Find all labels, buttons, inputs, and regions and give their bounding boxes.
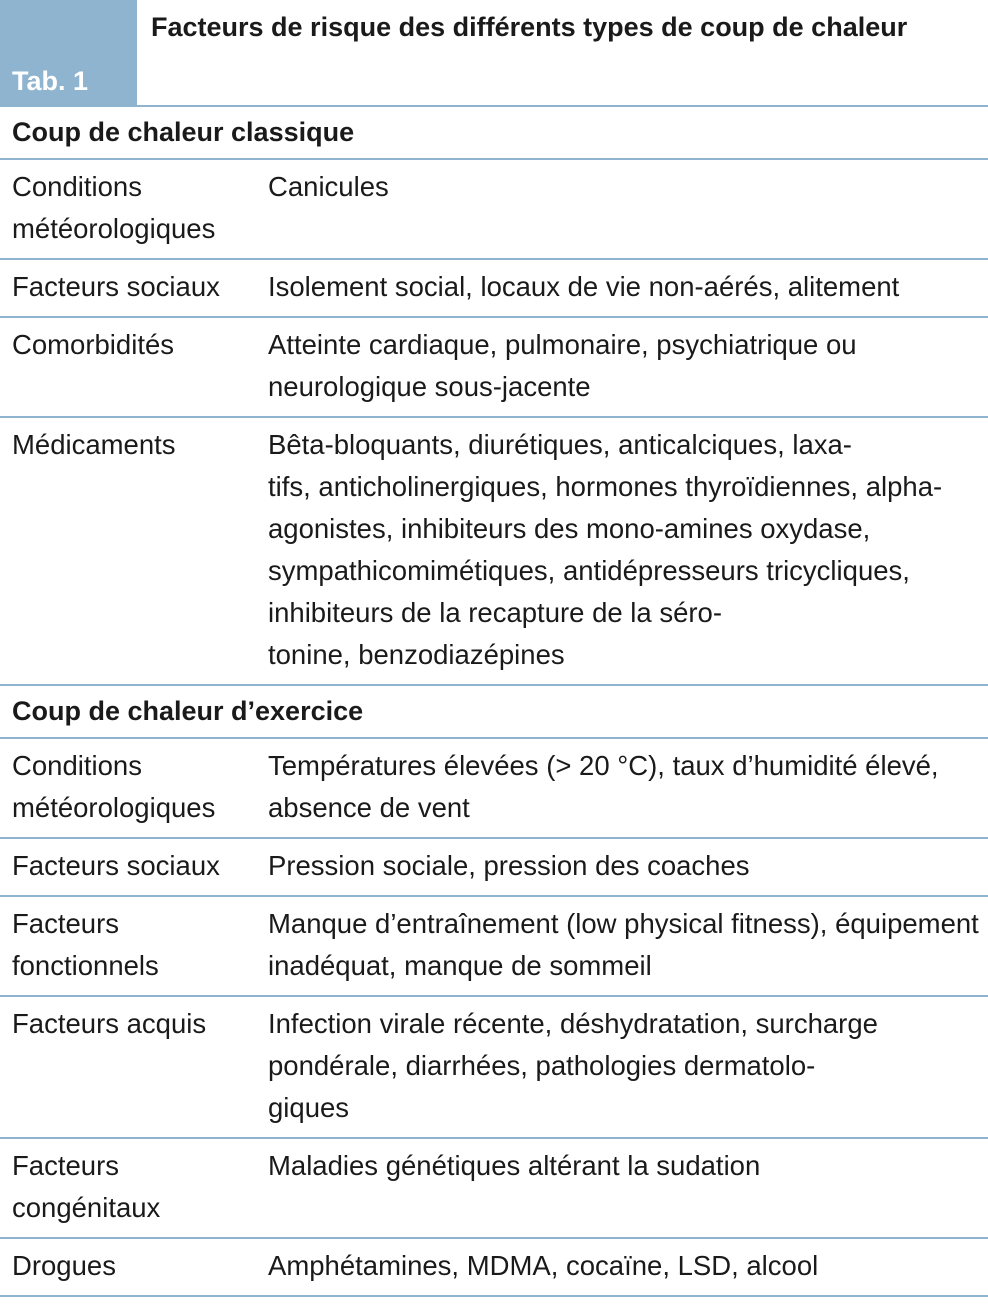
- table-row: [0, 839, 988, 897]
- description-cell: Manque d’entraînement (low physical fitness), équipement inadéquat, manque de sommeil: [268, 908, 979, 981]
- section-title: Coup de chaleur d’exercice: [0, 686, 988, 739]
- description-cell: Atteinte cardiaque, pulmonaire, psychiatrique ou neurologique sous-jacente: [268, 329, 857, 402]
- description-cell: Bêta-bloquants, diurétiques, anticalciques, laxa- tifs, anticholinergiques, hormones thyroïdiennes, alpha-agonistes, inhibiteurs des mono-amines oxydase, sympathicomimétiques, antidépresseurs tricycliques, inhibiteurs de la recapture de la séro- tonine, benzodiazépines: [268, 429, 943, 670]
- factor-cell: Drogues: [12, 1250, 116, 1281]
- description-cell: Amphétamines, MDMA, cocaïne, LSD, alcool: [268, 1250, 819, 1281]
- factor-cell: Facteurs fonctionnels: [12, 908, 159, 981]
- tab-label-box: [0, 0, 137, 105]
- factor-cell: Facteurs congénitaux: [12, 1150, 161, 1223]
- table-header: [0, 0, 988, 107]
- description-cell: Pression sociale, pression des coaches: [268, 850, 750, 881]
- table-row: [0, 1139, 988, 1239]
- description-cell: Températures élevées (> 20 °C), taux d’humidité élevé, absence de vent: [268, 750, 939, 823]
- description-cell: Isolement social, locaux de vie non-aérés, alitement: [268, 271, 900, 302]
- tab-label: Tab. 1: [12, 66, 89, 96]
- description-cell: Maladies génétiques altérant la sudation: [268, 1150, 761, 1181]
- table-title: Facteurs de risque des différents types de coup de chaleur: [151, 12, 908, 42]
- section-classic: [0, 107, 988, 686]
- table-row: [0, 318, 988, 418]
- factor-cell: Facteurs acquis: [12, 1008, 207, 1039]
- factor-cell: Comorbidités: [12, 329, 175, 360]
- factor-cell: Facteurs sociaux: [12, 850, 220, 881]
- section-exercise: [0, 686, 988, 1297]
- factor-cell: Facteurs sociaux: [12, 271, 220, 302]
- table-row: [0, 160, 988, 260]
- section-title: Coup de chaleur classique: [0, 107, 988, 160]
- table-row: [0, 418, 988, 686]
- factor-cell: Conditions météorologiques: [12, 171, 216, 244]
- factor-cell: Conditions météorologiques: [12, 750, 216, 823]
- table-row: [0, 1239, 988, 1297]
- table-row: [0, 897, 988, 997]
- description-cell: Canicules: [268, 171, 389, 202]
- factor-cell: Médicaments: [12, 429, 176, 460]
- table-row: [0, 260, 988, 318]
- description-cell: Infection virale récente, déshydratation, surcharge pondérale, diarrhées, pathologies dermatolo- giques: [268, 1008, 878, 1123]
- table-row: [0, 997, 988, 1139]
- table-row: [0, 739, 988, 839]
